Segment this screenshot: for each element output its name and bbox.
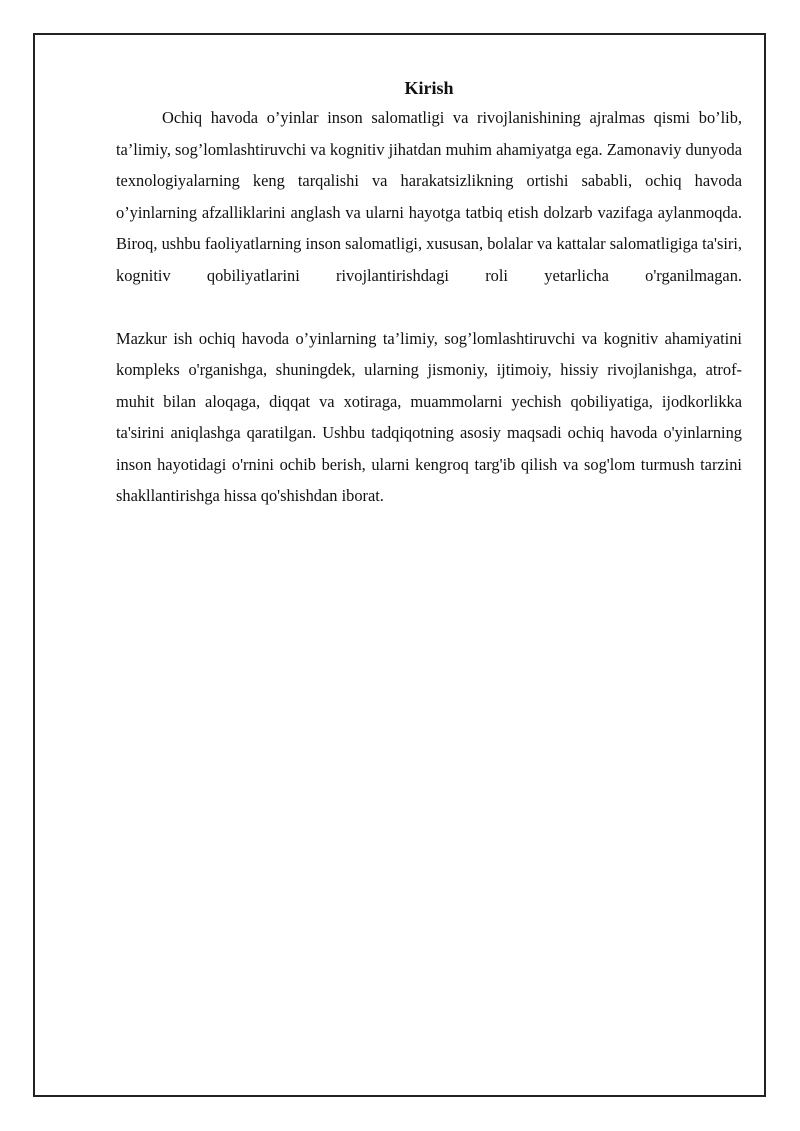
- document-body: [116, 74, 742, 512]
- document-title: Kirish: [404, 78, 454, 98]
- paragraph-1: Ochiq havoda o’yinlar inson salomatligi va rivojlanishining ajralmas qismi bo’lib, ta’limiy, sog’lomlashtiruvchi va kognitiv jihatdan muhim ahamiyatga ega. Zamonaviy dunyoda texnologiyalarning keng tarqalishi va harakatsizlikning ortishi sababli, ochiq havoda o’yinlarning afzalliklarini anglash va ularni hayotga tatbiq etish dolzarb vazifaga aylanmoqda. Biroq, ushbu faoliyatlarning inson salomatligi, xususan, bolalar va kattalar salomatligiga ta'siri, kognitiv qobiliyatlarini rivojlantirishdagi roli yetarlicha o'rganilmagan.: [116, 108, 742, 285]
- paragraph-2: Mazkur ish ochiq havoda o’yinlarning ta’limiy, sog’lomlashtiruvchi va kognitiv ahamiyatini kompleks o'rganishga, shuningdek, ularning jismoniy, ijtimoiy, hissiy rivojlanishga, atrof-muhit bilan aloqaga, diqqat va xotiraga, muammolarni yechish qobiliyatiga, ijodkorlikka ta'sirini aniqlashga qaratilgan. Ushbu tadqiqotning asosiy maqsadi ochiq havoda o'yinlarning inson hayotidagi o'rnini ochib berish, ularni kengroq targ'ib qilish va sog'lom turmush tarzini shakllantirishga hissa qo'shishdan iborat.: [116, 328, 742, 505]
- paragraph-spacer: [116, 291, 742, 323]
